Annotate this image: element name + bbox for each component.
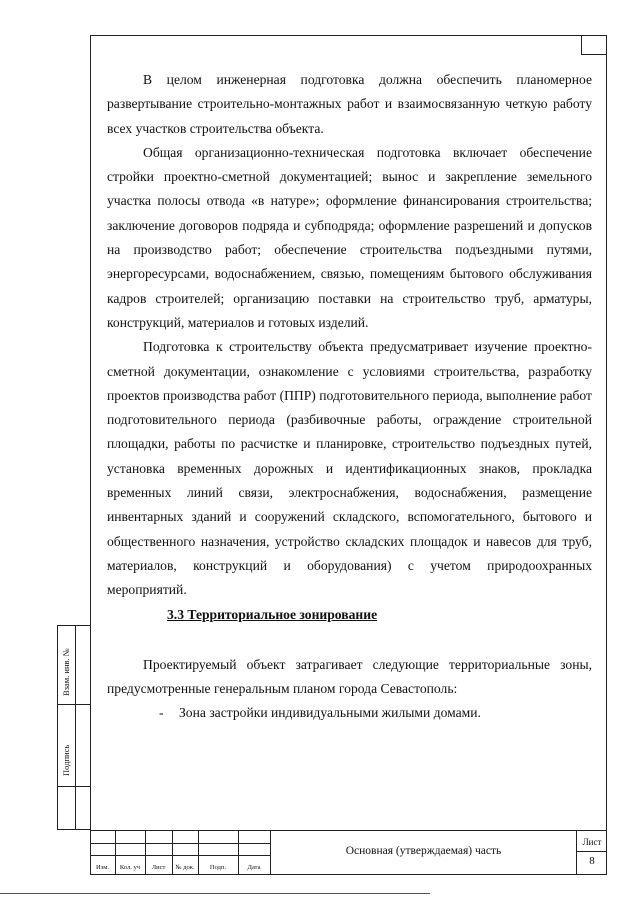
side-label-vzam: Взам. инв. №: [61, 648, 71, 696]
paragraph-3: Подготовка к строительству объекта предусматривает изучение проектно-сметной документации, ознакомление с условиями строительства, разработку проектов производства работ (ППР) подготовительного периода, выполнение работ подготовительного периода (разбивочные работы, ограждение строительной площадки, работы по расчистке и планировке, строительство подъездных путей, установка временных дорожных и идентификационных знаков, прокладка временных линий связи, электроснабжения, водоснабжения, размещение инвентарных зданий и сооружений складского, вспомогательного, бытового и общественного назначения, устройство складских площадок и навесов для труб, материалов, конструкций и оборудования) с учетом природоохранных мероприятий.: [107, 339, 592, 598]
paragraph-2: Общая организационно-техническая подготовка включает обеспечение стройки проектно-сметной документацией; вынос и закрепление земельного участка полосы отвода «в натуре»; оформление финансирования строительства; заключение договоров подряда и субподряда; оформление разрешений и допусков на производство работ; обеспечение строительства подъездными путями, энергоресурсами, водоснабжением, связью, помещениям бытового обслуживания кадров строителей; организацию поставки на строительство труб, арматуры, конструкций, материалов и готовых изделий.: [107, 144, 592, 330]
sheet-box: [576, 831, 607, 875]
col-data: Дата: [247, 864, 261, 871]
col-list: Лист: [151, 864, 166, 871]
col-podp: Подп.: [209, 864, 227, 871]
bullet-dash: -: [159, 705, 164, 721]
bullet-item: [107, 701, 592, 725]
side-stamp: [57, 625, 91, 830]
bullet-text: Зона застройки индивидуальными жилыми домами.: [179, 705, 481, 721]
col-doc: № док.: [175, 864, 195, 871]
paragraph-4: Проектируемый объект затрагивает следующие территориальные зоны, предусмотренные генеральным планом города Севастополь:: [107, 656, 592, 697]
title-block: [90, 830, 607, 875]
col-izm: Изм.: [96, 864, 109, 871]
col-kol-uch: Кол. уч: [119, 864, 141, 871]
paragraph-1: В целом инженерная подготовка должна обеспечить планомерное развертывание строительно-монтажных работ и взаимосвязанную четкую работу всех участков строительства объекта.: [107, 72, 592, 136]
sheet-label: Лист: [577, 833, 607, 852]
section-heading: 3.3 Территориальное зонирование: [167, 606, 378, 622]
document-body: [107, 68, 592, 726]
scan-edge-line: [0, 893, 430, 894]
side-label-podpis: Подпись: [61, 744, 71, 776]
sheet-number: 8: [589, 855, 595, 867]
corner-box: [581, 35, 607, 55]
document-title: Основная (утверждаемая) часть: [345, 845, 502, 857]
